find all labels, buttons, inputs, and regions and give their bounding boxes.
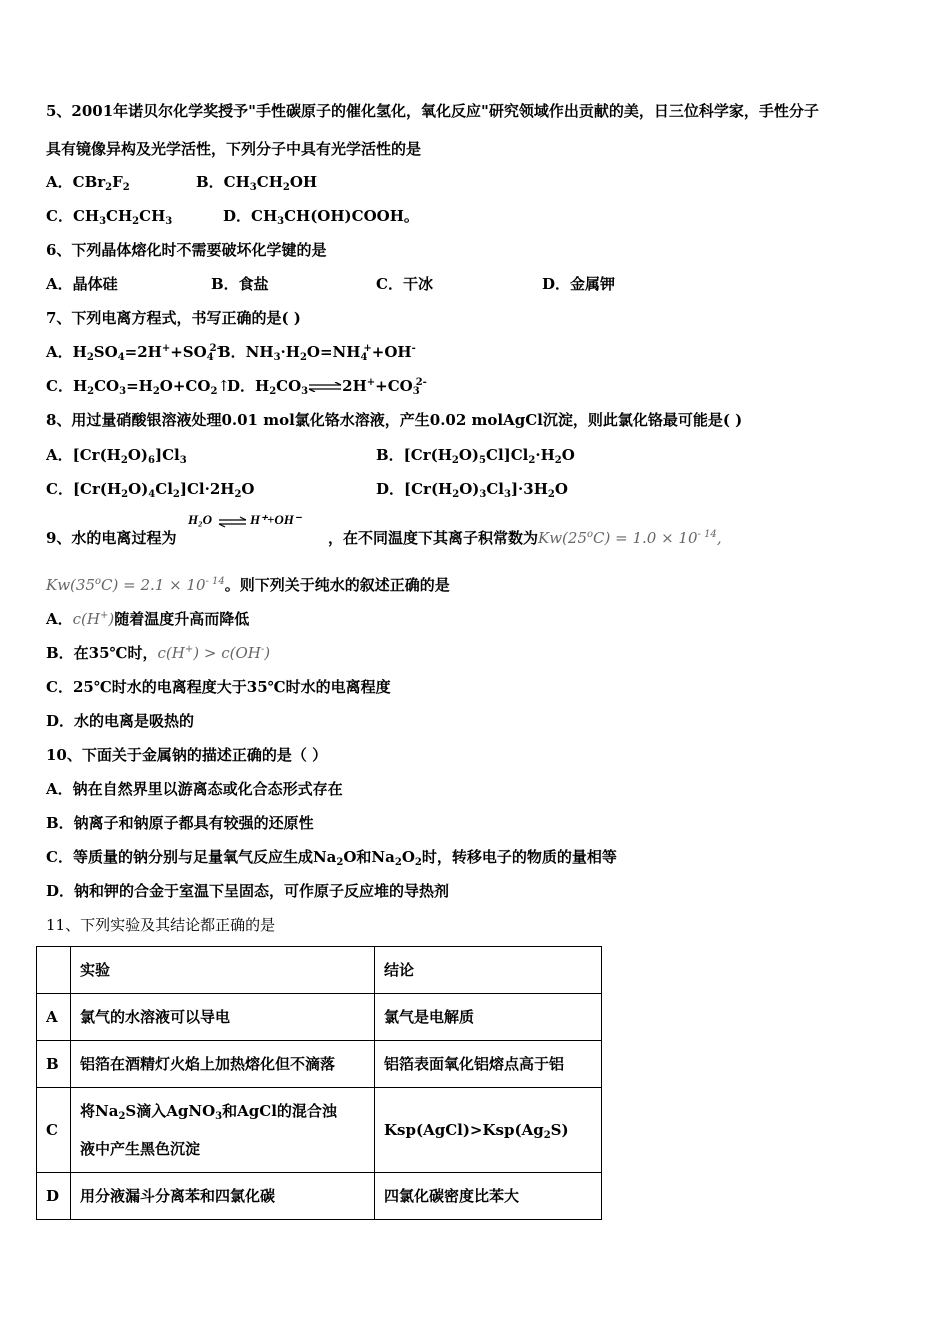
- q6-option-c: C．干冰: [376, 275, 433, 293]
- q10-option-c: C．等质量的钠分别与足量氧气反应生成$Na_2O$和$Na_2O_2$时，转移电子的物质的量相等: [46, 848, 617, 868]
- q9-option-d: D．水的电离是吸热的: [46, 712, 195, 730]
- row-label: A: [37, 994, 71, 1041]
- q5-stem-line1: 5、2001年诺贝尔化学奖授予"手性碳原子的催化氢化，氧化反应"研究领域作出贡献的美，日三位科学家，手性分子: [46, 102, 819, 120]
- q8-option-d: D．$[Cr(H_2O)_3Cl_3]\cdot 3H_2O$: [376, 480, 568, 500]
- table-header-cell: 实验: [71, 947, 375, 994]
- q11-stem: 11、下列实验及其结论都正确的是: [46, 916, 276, 934]
- q6-option-a: A．晶体硅: [46, 275, 118, 293]
- kw35-expression: $Kw(35^oC) = 2.1 \times 10^{- 14}$: [46, 576, 225, 594]
- row-experiment: 用分液漏斗分离苯和四氯化碳: [71, 1173, 375, 1220]
- q5-option-d: D．$CH_3CH(OH)COOH$。: [223, 207, 419, 227]
- row-label: D: [37, 1173, 71, 1220]
- q6-option-d: D．金属钾: [542, 275, 616, 293]
- q7-option-b: B．$NH_3\cdot H_2O=NH_4^++OH^-$: [218, 343, 416, 363]
- q8-option-b: B．$[Cr(H_2O)_5Cl]Cl_2\cdot H_2O$: [376, 446, 575, 466]
- q5-option-a: A．$CBr_2F_2$: [46, 173, 130, 193]
- q9-stem-line1: 9、水的电离过程为: [46, 529, 177, 547]
- row-experiment: 铝箔在酒精灯火焰上加热熔化但不滴落: [71, 1041, 375, 1088]
- row-conclusion: 四氯化碳密度比苯大: [375, 1173, 602, 1220]
- q7-option-c: C．$H_2CO_3=H_2O+CO_2↑$: [46, 377, 230, 397]
- table-row: [37, 1041, 602, 1088]
- q9-stem-line1b: ，在不同温度下其离子积常数为$Kw(25^oC) = 1.0 \times 10^{- 14}$,: [328, 529, 722, 547]
- row-conclusion: $Ksp(AgCl)>Ksp(Ag_2S)$: [375, 1088, 602, 1173]
- table-header-cell: 结论: [375, 947, 602, 994]
- q10-option-b: B．钠离子和钠原子都具有较强的还原性: [46, 814, 314, 832]
- row-label: B: [37, 1041, 71, 1088]
- q7-option-a: A．$H_2SO_4=2H^++SO_4^{2-}$: [46, 343, 221, 363]
- q5-stem-line2: 具有镜像异构及光学活性，下列分子中具有光学活性的是: [46, 140, 422, 158]
- table-row: [37, 994, 602, 1041]
- q8-option-c: C．$[Cr(H_2O)_4Cl_2]Cl\cdot 2H_2O$: [46, 480, 255, 500]
- table-header-cell: [37, 947, 71, 994]
- q8-option-a: A．$[Cr(H_2O)_6]Cl_3$: [46, 446, 187, 466]
- q5-option-c: C．$CH_3CH_2CH_3$: [46, 207, 173, 227]
- q7-stem: 7、下列电离方程式，书写正确的是( ): [46, 309, 301, 327]
- q10-option-a: A．钠在自然界里以游离态或化合态形式存在: [46, 780, 343, 798]
- q5-option-b: B．$CH_3CH_2OH$: [196, 173, 318, 193]
- q9-option-b: B．在35℃时，c(H+) > c(OH-): [46, 644, 271, 662]
- q7-option-d: D．$H_2CO_3$ $2H^++CO_3^{2-}$: [227, 377, 427, 397]
- q6-option-b: B．食盐: [211, 275, 269, 293]
- experiment-table: [36, 946, 602, 1220]
- table-header-row: [37, 947, 602, 994]
- row-experiment: 氯气的水溶液可以导电: [71, 994, 375, 1041]
- water-ionization-equation: [188, 512, 322, 534]
- equilibrium-arrow-icon: [219, 517, 246, 527]
- q6-stem: 6、下列晶体熔化时不需要破坏化学键的是: [46, 241, 327, 259]
- table-row: [37, 1173, 602, 1220]
- ion-eq-right: H⁺+OH⁻: [250, 512, 301, 527]
- row-label: C: [37, 1088, 71, 1173]
- q8-stem: 8、用过量硝酸银溶液处理0.01 mol氯化铬水溶液，产生0.02 molAgCl沉淀，则此氯化铬最可能是( ): [46, 411, 743, 429]
- kw25-expression: $Kw(25^oC) = 1.0 \times 10^{- 14}$,: [538, 529, 722, 547]
- q10-option-d: D．钠和钾的合金于室温下呈固态，可作原子反应堆的导热剂: [46, 882, 450, 900]
- row-experiment: 将$Na_2S$滴入AgNO$_3$和AgCl的混合浊 液中产生黑色沉淀: [71, 1088, 375, 1173]
- q10-stem: 10、下面关于金属钠的描述正确的是（ ）: [46, 746, 328, 764]
- q9-option-a: A．c(H+)随着温度升高而降低: [46, 610, 250, 628]
- row-conclusion: 铝箔表面氧化铝熔点高于铝: [375, 1041, 602, 1088]
- q9-option-c: C．25℃时水的电离程度大于35℃时水的电离程度: [46, 678, 391, 696]
- ion-eq-left: H₂O: [188, 512, 213, 527]
- table-row: [37, 1088, 602, 1173]
- row-conclusion: 氯气是电解质: [375, 994, 602, 1041]
- q9-stem-line2: $Kw(35^oC) = 2.1 \times 10^{- 14}$。则下列关于纯水的叙述正确的是: [46, 576, 450, 594]
- equilibrium-arrow-icon: [308, 382, 342, 392]
